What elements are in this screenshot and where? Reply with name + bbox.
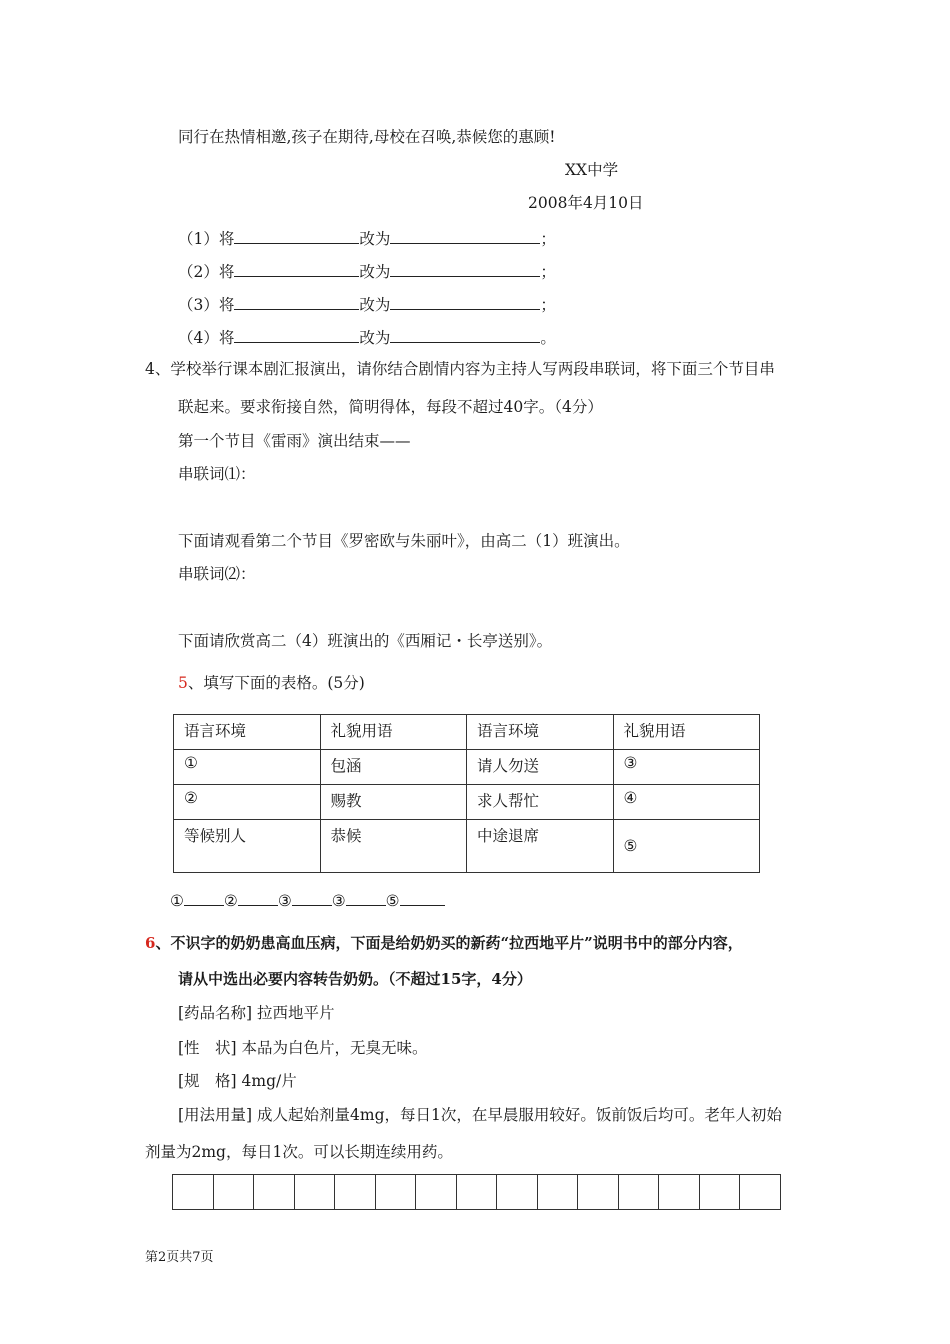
- q4-title-line2: 联起来。要求衔接自然，简明得体，每段不超过40字。（4分）: [178, 398, 603, 416]
- answer-char-box[interactable]: [376, 1174, 417, 1210]
- answer-mark: ③: [277, 892, 292, 910]
- q4-second-show: 下面请观看第二个节目《罗密欧与朱丽叶》，由高二（1）班演出。: [178, 532, 630, 550]
- table-cell: 求人帮忙: [467, 785, 614, 820]
- answer-blank[interactable]: [390, 293, 540, 310]
- table-row: [174, 820, 760, 873]
- q3-item-change-to: 改为: [359, 230, 391, 248]
- answer-char-box[interactable]: [214, 1174, 255, 1210]
- q3-item-end: 。: [540, 329, 556, 347]
- page-footer: 第2页共7页: [145, 1250, 214, 1265]
- table-cell[interactable]: ①: [174, 750, 321, 785]
- answer-mark: ⑤: [385, 892, 400, 910]
- q3-item-end: ；: [540, 230, 556, 248]
- table-row: [174, 750, 760, 785]
- table-cell: 中途退席: [467, 820, 614, 873]
- answer-char-box[interactable]: [659, 1174, 700, 1210]
- q4-title-text: 、学校举行课本剧汇报演出，请你结合剧情内容为主持人写两段串联词，将下面三个节目串: [154, 360, 775, 378]
- q3-item-number: （4）将: [178, 329, 235, 347]
- answer-blank[interactable]: [390, 227, 540, 244]
- q6-title-line2: 请从中选出必要内容转告奶奶。（不超过15字，4分）: [178, 970, 532, 988]
- q3-item-end: ；: [540, 263, 556, 281]
- q6-usage-line1: [用法用量] 成人起始剂量4mg，每日1次，在早晨服用较好。饭前饭后均可。老年人初始: [178, 1106, 782, 1124]
- answer-char-box[interactable]: [295, 1174, 336, 1210]
- q4-third-show: 下面请欣赏高二（4）班演出的《西厢记・长亭送别》。: [178, 632, 553, 650]
- q6-number: 6: [145, 934, 156, 952]
- q3-item-change-to: 改为: [359, 296, 391, 314]
- q5-answer-line: [170, 889, 445, 911]
- table-cell[interactable]: ③: [613, 750, 760, 785]
- q3-item-1: [178, 227, 556, 249]
- q3-item-4: [178, 326, 556, 348]
- answer-char-box[interactable]: [416, 1174, 457, 1210]
- q3-item-number: （2）将: [178, 263, 235, 281]
- answer-blank[interactable]: [390, 260, 540, 277]
- answer-mark: ①: [170, 892, 184, 910]
- table-cell: 包涵: [320, 750, 467, 785]
- table-header-cell: 礼貌用语: [320, 715, 467, 750]
- answer-char-box[interactable]: [700, 1174, 741, 1210]
- answer-blank[interactable]: [234, 260, 359, 277]
- q3-item-2: [178, 260, 556, 282]
- q3-item-end: ；: [540, 296, 556, 314]
- answer-blank[interactable]: [234, 293, 359, 310]
- answer-mark: ③: [331, 892, 346, 910]
- q4-link1-label: 串联词⑴：: [178, 465, 256, 483]
- table-cell: 等候别人: [174, 820, 321, 873]
- invitation-closing-line: 同行在热情相邀,孩子在期待,母校在召唤,恭候您的惠顾!: [178, 128, 556, 146]
- q3-item-change-to: 改为: [359, 329, 391, 347]
- etiquette-table: [173, 714, 760, 873]
- answer-blank[interactable]: [346, 889, 386, 906]
- answer-box-grid: [172, 1174, 781, 1210]
- q4-title-line1: [145, 359, 775, 379]
- table-cell[interactable]: ②: [174, 785, 321, 820]
- q6-drug-name: [药品名称] 拉西地平片: [178, 1004, 335, 1022]
- answer-blank[interactable]: [390, 326, 540, 343]
- answer-char-box[interactable]: [335, 1174, 376, 1210]
- q6-title-line1: [145, 933, 743, 953]
- q3-item-change-to: 改为: [359, 263, 391, 281]
- q3-item-3: [178, 293, 556, 315]
- answer-char-box[interactable]: [619, 1174, 660, 1210]
- table-cell: 赐教: [320, 785, 467, 820]
- answer-mark: ②: [223, 892, 238, 910]
- table-cell: 请人勿送: [467, 750, 614, 785]
- q5-title-text: 、填写下面的表格。(5分): [187, 674, 365, 692]
- invitation-date: 2008年4月10日: [528, 194, 644, 212]
- table-cell: 恭候: [320, 820, 467, 873]
- table-cell[interactable]: ④: [613, 785, 760, 820]
- q3-item-number: （1）将: [178, 230, 235, 248]
- q4-number: 4: [145, 360, 155, 378]
- answer-char-box[interactable]: [740, 1174, 781, 1210]
- answer-char-box[interactable]: [457, 1174, 498, 1210]
- q4-link2-label: 串联词⑵：: [178, 565, 256, 583]
- answer-char-box[interactable]: [254, 1174, 295, 1210]
- q6-usage-line2: 剂量为2mg，每日1次。可以长期连续用药。: [145, 1143, 453, 1161]
- answer-blank[interactable]: [184, 889, 224, 906]
- table-header-row: [174, 715, 760, 750]
- table-cell[interactable]: ⑤: [613, 820, 760, 873]
- table-header-cell: 语言环境: [467, 715, 614, 750]
- table-header-cell: 礼貌用语: [613, 715, 760, 750]
- q5-number: 5: [178, 674, 188, 692]
- q3-item-number: （3）将: [178, 296, 235, 314]
- q6-spec: [规 格] 4mg/片: [178, 1072, 297, 1090]
- q6-property: [性 状] 本品为白色片，无臭无味。: [178, 1039, 428, 1057]
- answer-char-box[interactable]: [173, 1174, 214, 1210]
- answer-blank[interactable]: [292, 889, 332, 906]
- invitation-school: XX中学: [565, 161, 619, 179]
- answer-blank[interactable]: [238, 889, 278, 906]
- answer-blank[interactable]: [234, 227, 359, 244]
- answer-char-box[interactable]: [497, 1174, 538, 1210]
- table-header-cell: 语言环境: [174, 715, 321, 750]
- q5-title: [178, 673, 365, 693]
- answer-blank[interactable]: [234, 326, 359, 343]
- table-row: [174, 785, 760, 820]
- q4-first-show: 第一个节目《雷雨》演出结束——: [178, 432, 411, 450]
- q6-title-text: 、不识字的奶奶患高血压病，下面是给奶奶买的新药“拉西地平片”说明书中的部分内容，: [155, 934, 743, 952]
- answer-blank[interactable]: [400, 889, 445, 906]
- answer-char-box[interactable]: [578, 1174, 619, 1210]
- answer-char-box[interactable]: [538, 1174, 579, 1210]
